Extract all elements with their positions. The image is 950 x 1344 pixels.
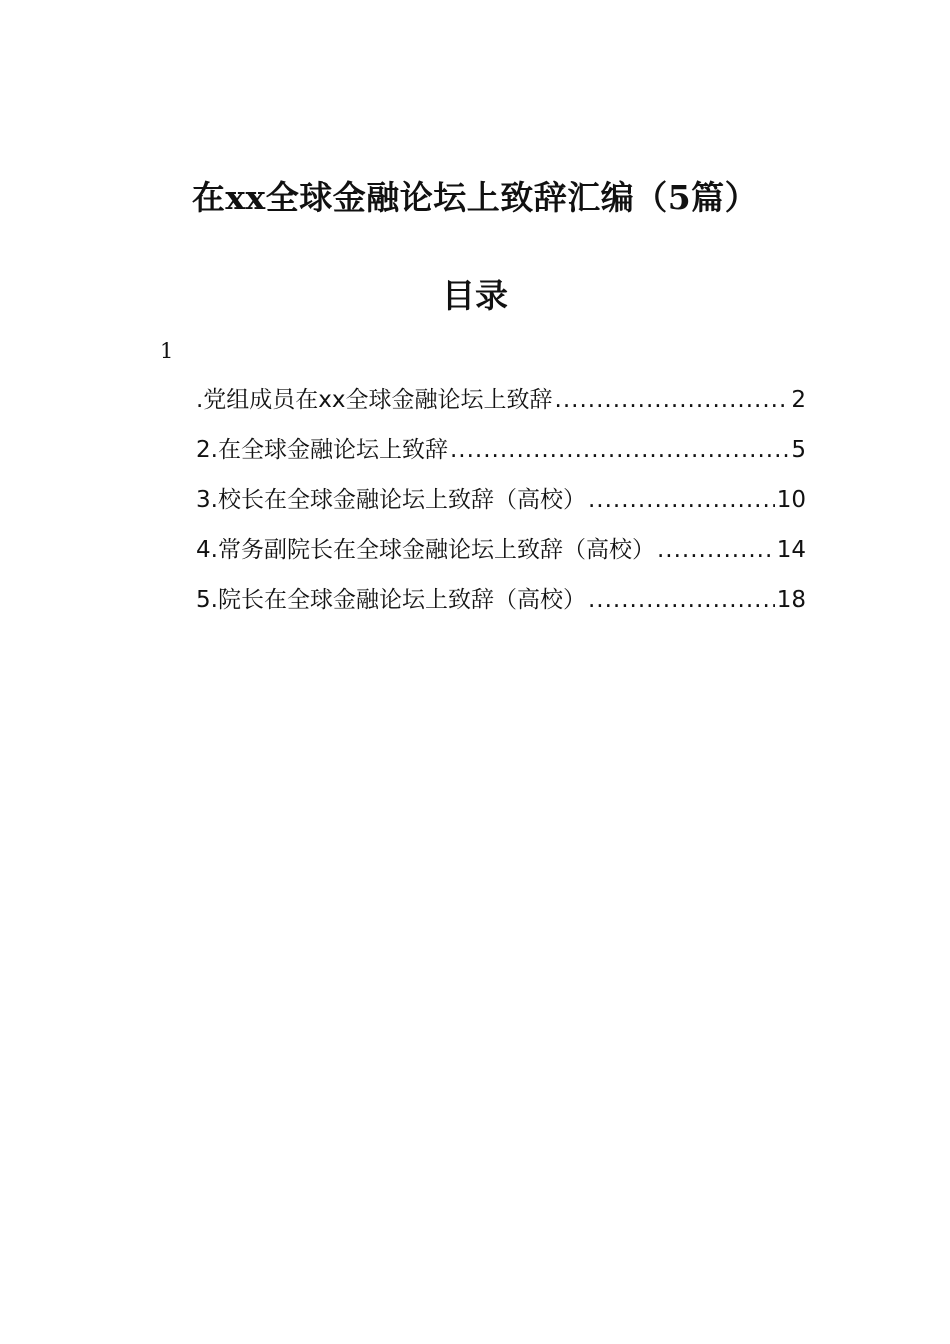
toc-dot-leader: [450, 430, 789, 470]
toc-entry-label: 5.院长在全球金融论坛上致辞（高校）: [196, 587, 586, 613]
toc-entry-label: .党组成员在xx全球金融论坛上致辞: [196, 387, 553, 413]
toc-entry-5[interactable]: [196, 580, 806, 630]
toc-entry-label: 3.校长在全球金融论坛上致辞（高校）: [196, 487, 586, 513]
toc-dot-leader: [588, 480, 775, 520]
toc-entry-4[interactable]: [196, 530, 806, 580]
toc-entry-3[interactable]: [196, 480, 806, 530]
toc-entry-page: 18: [776, 587, 806, 613]
toc-entry-page: 14: [776, 537, 806, 563]
toc-dot-leader: [555, 380, 790, 420]
toc-entry-2[interactable]: [196, 430, 806, 480]
toc-entry-1[interactable]: [196, 380, 806, 430]
toc-dot-leader: [657, 530, 775, 570]
list-number: 1: [160, 339, 174, 363]
toc-entry-page: 2: [791, 387, 806, 413]
document-title: 在xx全球金融论坛上致辞汇编（5篇）: [191, 178, 759, 217]
toc-entry-page: 5: [791, 437, 806, 463]
toc-heading: 目录: [442, 276, 508, 315]
toc-entry-label: 2.在全球金融论坛上致辞: [196, 437, 448, 463]
toc-entry-page: 10: [776, 487, 806, 513]
table-of-contents: [196, 380, 806, 630]
toc-dot-leader: [588, 580, 775, 620]
toc-entry-label: 4.常务副院长在全球金融论坛上致辞（高校）: [196, 537, 655, 563]
